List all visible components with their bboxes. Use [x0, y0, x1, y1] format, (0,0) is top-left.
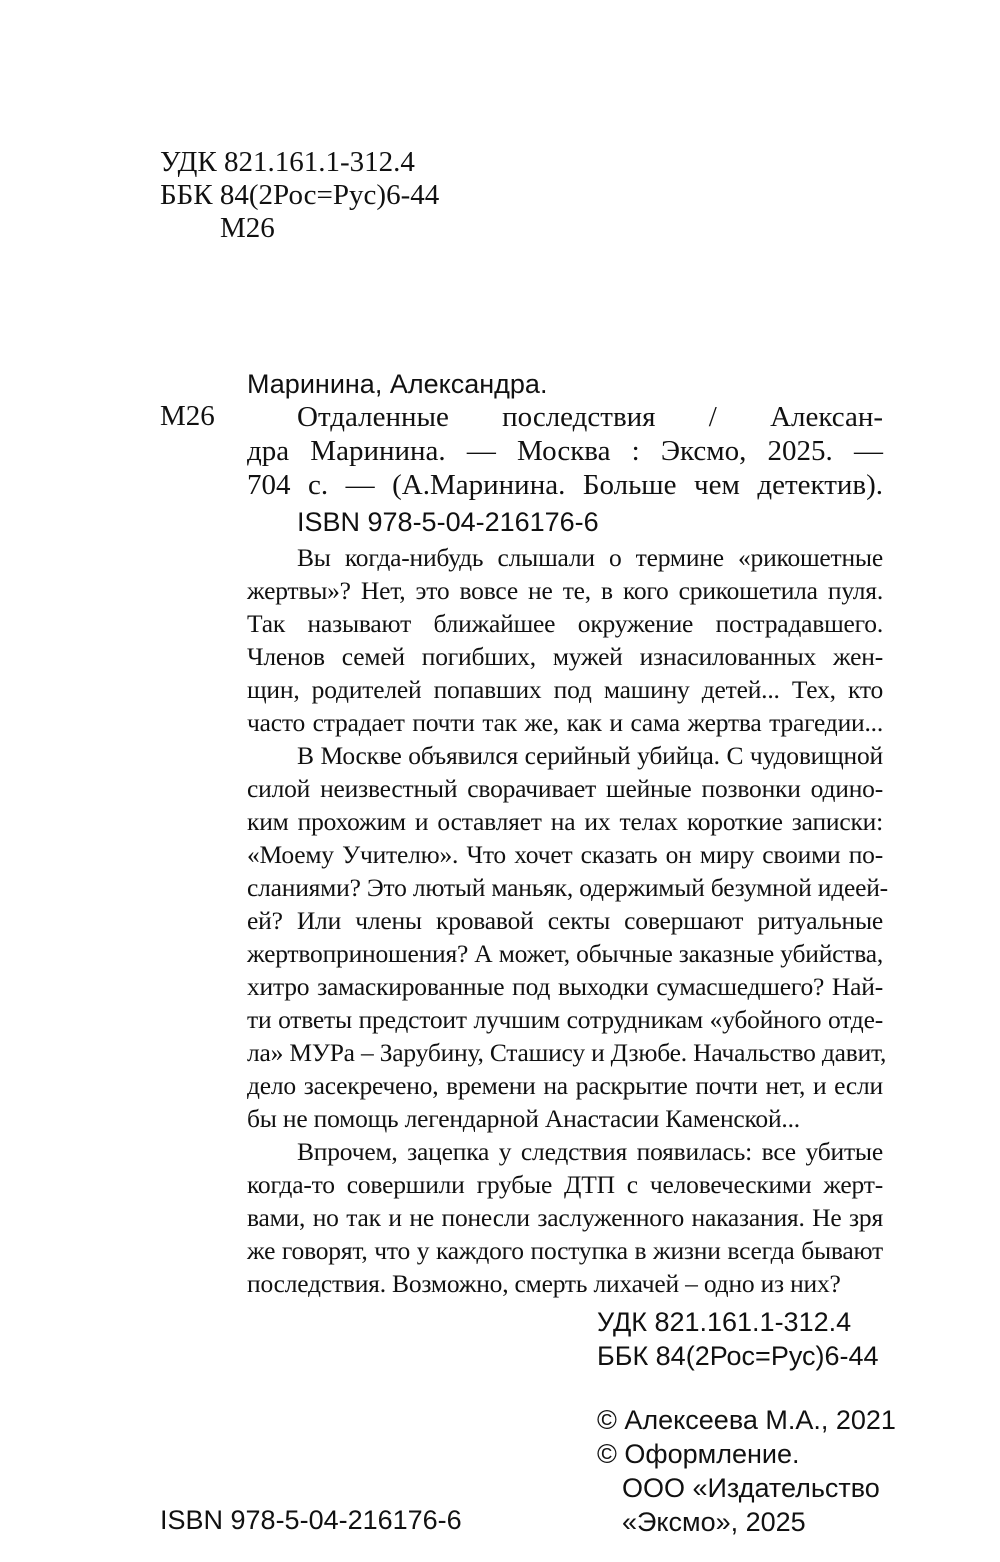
title-line-3: 704 с. — (А.Маринина. Больше чем детектив). — [247, 469, 883, 501]
annotation-line: Вы когда-нибудь слышали о термине «рикошетные — [297, 543, 883, 572]
top-author-mark: М26 — [220, 212, 275, 244]
annotation-line: В Москве объявился серийный убийца. С чудовищной — [297, 741, 883, 770]
annotation-line: хитро замаскированные под выходки сумасшедшего? Най- — [247, 972, 883, 1001]
bottom-bbk-code: ББК 84(2Рос=Рус)6-44 — [597, 1341, 879, 1371]
annotation-line: Членов семей погибших, мужей изнасилованных жен- — [247, 642, 883, 671]
publisher-line-2: «Эксмо», 2025 — [622, 1507, 806, 1537]
annotation-line: же говорят, что у каждого поступка в жизни всегда бывают — [247, 1236, 883, 1265]
annotation-line: последствия. Возможно, смерть лихачей – одно из них? — [247, 1269, 841, 1298]
annotation-line: жертвы»? Нет, это вовсе не те, в кого срикошетила пуля. — [247, 576, 883, 605]
top-udk-code: УДК 821.161.1-312.4 — [160, 146, 415, 178]
annotation-line: вами, но так и не понесли заслуженного наказания. Не зря — [247, 1203, 883, 1232]
annotation-line: дело засекречено, времени на раскрытие почти нет, и если — [247, 1071, 883, 1100]
annotation-line: часто страдает почти так же, как и сама жертва трагедии... — [247, 708, 883, 737]
annotation-line: ей? Или члены кровавой секты совершают ритуальные — [247, 906, 883, 935]
annotation-line: силой неизвестный сворачивает шейные позвонки одино- — [247, 774, 883, 803]
annotation-line: сланиями? Это лютый маньяк, одержимый безумной идеей- — [247, 873, 888, 902]
annotation-line: когда-то совершили грубые ДТП с человеческими жерт- — [247, 1170, 883, 1199]
title-line-2: дра Маринина. — Москва : Эксмо, 2025. — — [247, 435, 883, 467]
annotation-line: «Моему Учителю». Что хочет сказать он миру своими по- — [247, 840, 883, 869]
annotation-line: жертвоприношения? А может, обычные заказные убийства, — [247, 939, 883, 968]
copyright-author: © Алексеева М.А., 2021 — [597, 1405, 896, 1435]
annotation-line: Впрочем, зацепка у следствия появилась: все убитые — [297, 1137, 883, 1166]
annotation-line: ла» МУРа – Зарубину, Сташису и Дзюбе. Начальство давит, — [247, 1038, 887, 1067]
author-heading: Маринина, Александра. — [247, 369, 548, 399]
copyright-design: © Оформление. — [597, 1439, 800, 1469]
footer-isbn: ISBN 978-5-04-216176-6 — [160, 1505, 462, 1535]
catalog-author-mark: М26 — [160, 400, 215, 432]
annotation-line: ким прохожим и оставляет на их телах короткие записки: — [247, 807, 883, 836]
annotation-line: бы не помощь легендарной Анастасии Каменской... — [247, 1104, 800, 1133]
top-bbk-code: ББК 84(2Рос=Рус)6-44 — [160, 179, 440, 211]
annotation-line: ти ответы предстоит лучшим сотрудникам «убойного отде- — [247, 1005, 883, 1034]
annotation-line: Так называют ближайшее окружение пострадавшего. — [247, 609, 883, 638]
catalog-isbn: ISBN 978-5-04-216176-6 — [297, 507, 599, 537]
bottom-udk-code: УДК 821.161.1-312.4 — [597, 1307, 852, 1337]
annotation-line: щин, родителей попавших под машину детей... Тех, кто — [247, 675, 883, 704]
title-line-1: Отдаленные последствия / Алексан- — [297, 401, 883, 433]
publisher-line-1: ООО «Издательство — [622, 1473, 880, 1503]
